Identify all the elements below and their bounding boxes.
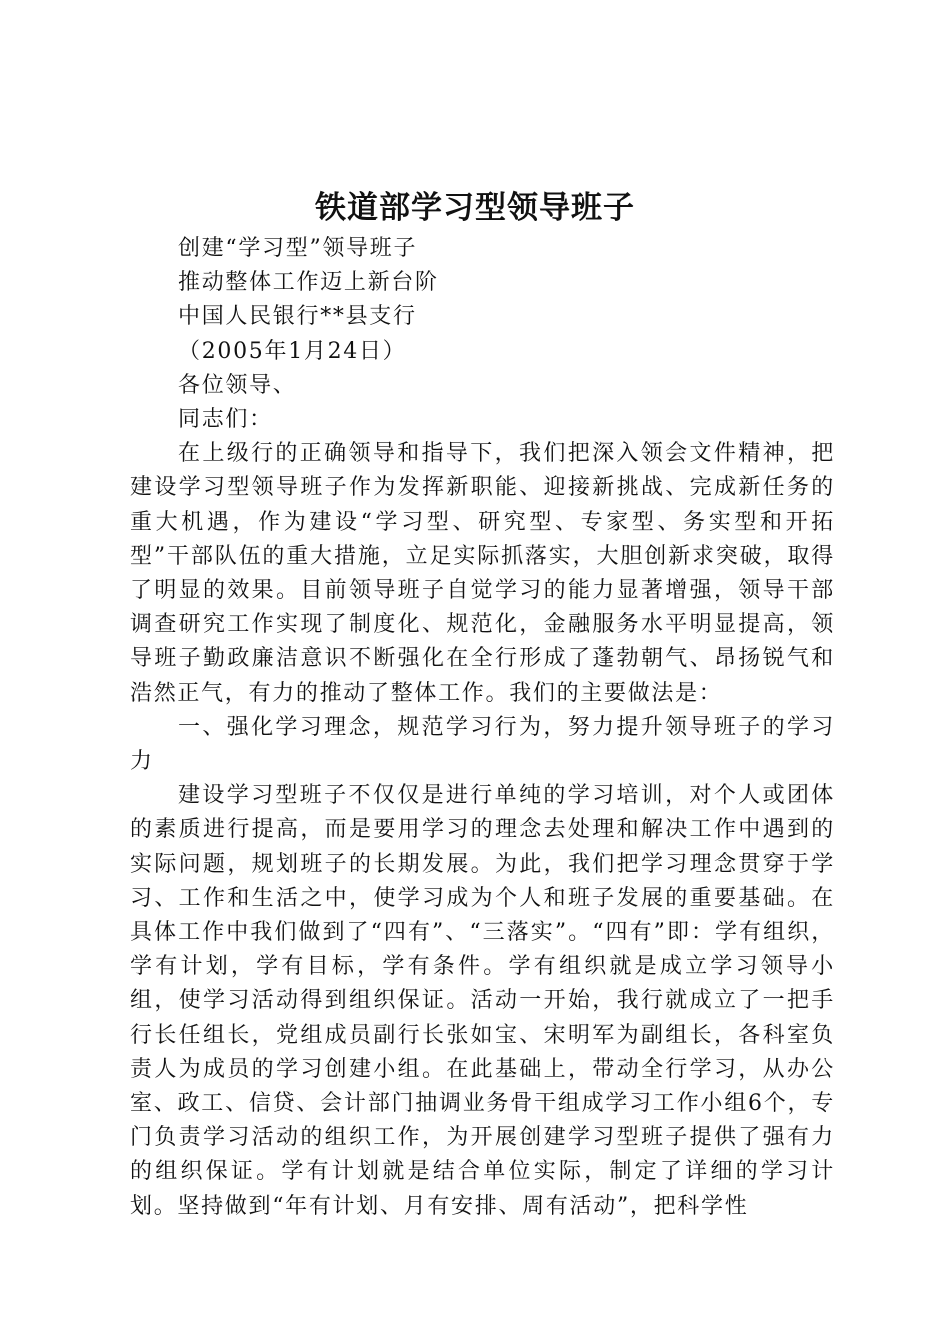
salutation-line-1: 各位领导、 bbox=[178, 372, 297, 398]
salutation-line-2: 同志们： bbox=[178, 407, 273, 433]
issuer-line: 中国人民银行**县支行 bbox=[178, 304, 417, 330]
document-body bbox=[130, 232, 835, 1224]
document-title: 铁道部学习型领导班子 bbox=[315, 190, 635, 226]
date-line: （2005年1月24日） bbox=[178, 338, 407, 364]
paragraph-intro: 在上级行的正确领导和指导下，我们把深入领会文件精神，把建设学习型领导班子作为发挥新职能、迎接新挑战、完成新任务的重大机遇，作为建设“学习型、研究型、专家型、务实型和开拓型”干部队伍的重大措施，立足实际抓落实，大胆创新求突破，取得了明显的效果。目前领导班子自觉学习的能力显著增强，领导干部调查研究工作实现了制度化、规范化，金融服务水平明显提高，领导班子勤政廉洁意识不断强化在全行形成了蓬勃朝气、昂扬锐气和浩然正气，有力的推动了整体工作。我们的主要做法是： bbox=[130, 441, 835, 706]
subtitle-line-1: 创建“学习型”领导班子 bbox=[178, 236, 418, 261]
subtitle-line-2: 推动整体工作迈上新台阶 bbox=[178, 270, 439, 296]
section-heading-1: 一、强化学习理念，规范学习行为，努力提升领导班子的学习力 bbox=[130, 714, 835, 775]
paragraph-section-1: 建设学习型班子不仅仅是进行单纯的学习培训，对个人或团体的素质进行提高，而是要用学习的理念去处理和解决工作中遇到的实际问题，规划班子的长期发展。为此，我们把学习理念贯穿于学习、工作和生活之中，使学习成为个人和班子发展的重要基础。在具体工作中我们做到了“四有”、“三落实”。“四有”即：学有组织，学有计划，学有目标，学有条件。学有组织就是成立学习领导小组，使学习活动得到组织保证。活动一开始，我行就成立了一把手行长任组长，党组成员副行长张如宝、宋明军为副组长，各科室负责人为成员的学习创建小组。在此基础上，带动全行学习，从办公室、政工、信贷、会计部门抽调业务骨干组成学习工作小组6个，专门负责学习活动的组织工作，为开展创建学习型班子提供了强有力的组织保证。学有计划就是结合单位实际，制定了详细的学习计划。坚持做到“年有计划、月有安排、周有活动”，把科学性 bbox=[130, 783, 835, 1219]
